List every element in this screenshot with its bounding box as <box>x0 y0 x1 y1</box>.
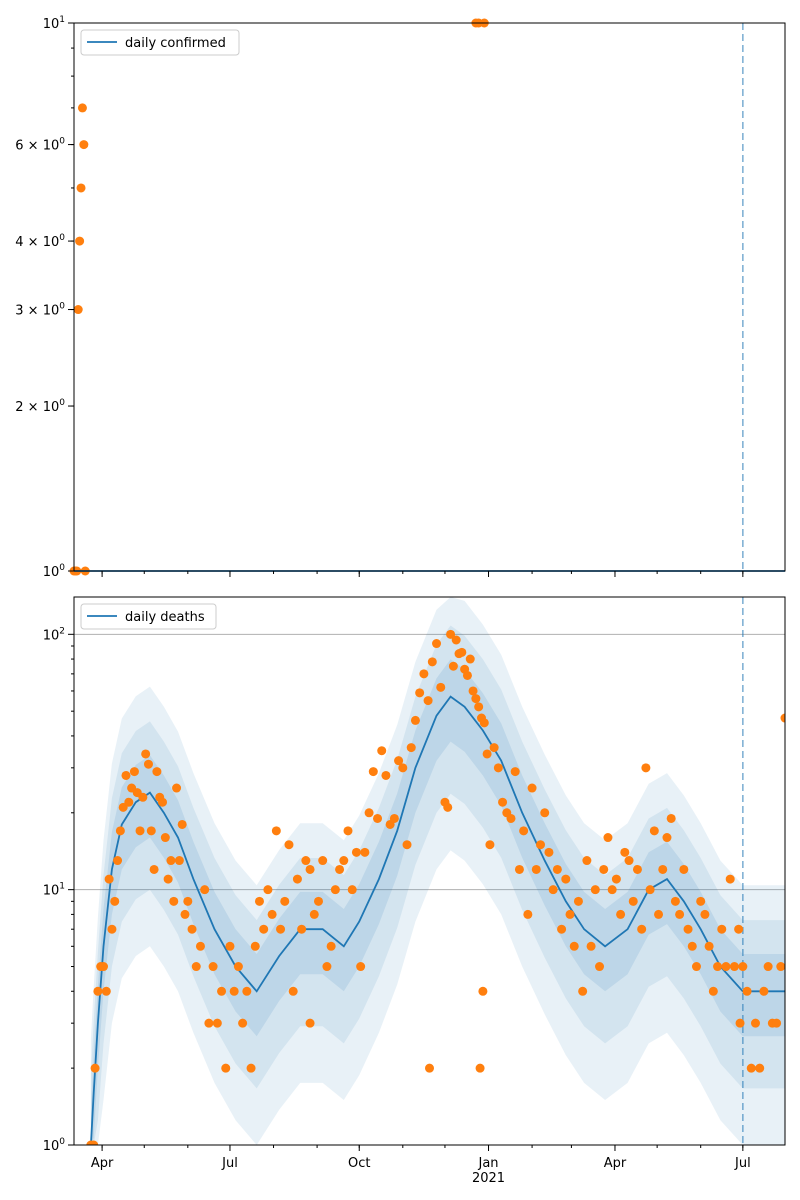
deaths-point <box>688 942 697 951</box>
deaths-point <box>721 962 730 971</box>
deaths-point <box>276 925 285 934</box>
deaths-point <box>365 808 374 817</box>
deaths-point <box>494 763 503 772</box>
deaths-point <box>200 885 209 894</box>
deaths-y-tick-label: $10^0$ <box>42 1137 65 1154</box>
deaths-point <box>751 1019 760 1028</box>
confirmed-plot-area <box>74 23 785 571</box>
deaths-point <box>480 718 489 727</box>
deaths-point <box>172 784 181 793</box>
deaths-point <box>99 962 108 971</box>
confirmed-legend-label: daily confirmed <box>125 36 226 51</box>
deaths-point <box>591 885 600 894</box>
deaths-point <box>476 1064 485 1073</box>
deaths-point <box>679 865 688 874</box>
confirmed-y-tick-label: $2 \times 10^0$ <box>15 398 65 416</box>
deaths-point <box>213 1019 222 1028</box>
deaths-point <box>124 798 133 807</box>
deaths-point <box>272 826 281 835</box>
deaths-point <box>730 962 739 971</box>
deaths-point <box>178 820 187 829</box>
confirmed-x-ticks <box>102 571 743 577</box>
deaths-point <box>105 875 114 884</box>
deaths-point <box>625 856 634 865</box>
deaths-point <box>428 657 437 666</box>
confirmed-y-tick-label: $4 \times 10^0$ <box>15 233 65 251</box>
deaths-point <box>411 716 420 725</box>
deaths-point <box>549 885 558 894</box>
deaths-point <box>629 897 638 906</box>
deaths-y-ticks <box>43 626 74 1154</box>
deaths-point <box>138 793 147 802</box>
deaths-point <box>192 962 201 971</box>
deaths-point <box>523 910 532 919</box>
deaths-point <box>616 910 625 919</box>
deaths-point <box>608 885 617 894</box>
deaths-point <box>415 688 424 697</box>
deaths-point <box>369 767 378 776</box>
confirmed-y-tick-label: $3 \times 10^0$ <box>15 301 65 319</box>
deaths-point <box>425 1064 434 1073</box>
deaths-point <box>297 925 306 934</box>
deaths-point <box>498 798 507 807</box>
deaths-point <box>637 925 646 934</box>
deaths-point <box>293 875 302 884</box>
deaths-point <box>561 875 570 884</box>
deaths-point <box>102 987 111 996</box>
deaths-point <box>452 636 461 645</box>
deaths-point <box>255 897 264 906</box>
deaths-point <box>764 962 773 971</box>
deaths-point <box>443 803 452 812</box>
deaths-point <box>352 848 361 857</box>
deaths-point <box>506 814 515 823</box>
deaths-point <box>196 942 205 951</box>
deaths-point <box>113 856 122 865</box>
deaths-y-tick-label: $10^1$ <box>42 881 65 899</box>
deaths-point <box>217 987 226 996</box>
deaths-legend <box>81 604 216 629</box>
deaths-point <box>692 962 701 971</box>
deaths-point <box>284 840 293 849</box>
deaths-point <box>540 808 549 817</box>
deaths-point <box>204 1019 213 1028</box>
deaths-point <box>141 749 150 758</box>
deaths-point <box>263 885 272 894</box>
deaths-point <box>566 910 575 919</box>
deaths-x-tick-sublabel: 2021 <box>471 1171 506 1186</box>
deaths-point <box>772 1019 781 1028</box>
deaths-point <box>144 760 153 769</box>
deaths-point <box>301 856 310 865</box>
deaths-point <box>107 925 116 934</box>
deaths-point <box>671 897 680 906</box>
deaths-point <box>403 840 412 849</box>
deaths-point <box>557 925 566 934</box>
deaths-x-tick-label: Apr <box>90 1156 114 1171</box>
deaths-point <box>587 942 596 951</box>
deaths-point <box>390 814 399 823</box>
deaths-point <box>130 767 139 776</box>
deaths-point <box>474 702 483 711</box>
deaths-point <box>490 743 499 752</box>
confirmed-point <box>75 237 84 246</box>
deaths-point <box>339 856 348 865</box>
confirmed-point <box>78 103 87 112</box>
deaths-point <box>327 942 336 951</box>
deaths-point <box>318 856 327 865</box>
deaths-point <box>175 856 184 865</box>
deaths-point <box>471 694 480 703</box>
deaths-point <box>335 865 344 874</box>
deaths-point <box>136 826 145 835</box>
deaths-point <box>306 1019 315 1028</box>
deaths-x-ticks <box>91 1145 751 1186</box>
deaths-point <box>726 875 735 884</box>
deaths-point <box>247 1064 256 1073</box>
deaths-point <box>705 942 714 951</box>
deaths-point <box>469 686 478 695</box>
deaths-point <box>183 897 192 906</box>
deaths-point <box>251 942 260 951</box>
deaths-point <box>553 865 562 874</box>
deaths-y-tick-label: $10^2$ <box>42 626 65 644</box>
deaths-point <box>743 987 752 996</box>
deaths-point <box>377 746 386 755</box>
deaths-point <box>578 987 587 996</box>
deaths-point <box>709 987 718 996</box>
deaths-point <box>344 826 353 835</box>
deaths-point <box>667 814 676 823</box>
deaths-point <box>511 767 520 776</box>
deaths-point <box>360 848 369 857</box>
deaths-point <box>230 987 239 996</box>
deaths-point <box>654 910 663 919</box>
deaths-point <box>759 987 768 996</box>
deaths-point <box>398 763 407 772</box>
deaths-point <box>603 833 612 842</box>
deaths-point <box>373 814 382 823</box>
deaths-point <box>432 639 441 648</box>
deaths-legend-label: daily deaths <box>125 610 205 625</box>
deaths-point <box>419 669 428 678</box>
deaths-point <box>152 767 161 776</box>
confirmed-y-tick-label: $6 \times 10^0$ <box>15 136 65 154</box>
deaths-x-tick-label: Oct <box>348 1156 371 1171</box>
deaths-point <box>775 0 784 5</box>
deaths-x-tick-label: Jan <box>478 1156 499 1171</box>
deaths-point <box>348 885 357 894</box>
deaths-point <box>209 962 218 971</box>
deaths-point <box>536 840 545 849</box>
deaths-x-tick-label: Jul <box>222 1156 238 1171</box>
confirmed-point <box>77 183 86 192</box>
deaths-point <box>532 865 541 874</box>
deaths-point <box>234 962 243 971</box>
deaths-point <box>110 897 119 906</box>
deaths-point <box>478 987 487 996</box>
deaths-point <box>407 743 416 752</box>
deaths-point <box>574 897 583 906</box>
deaths-point <box>738 962 747 971</box>
deaths-point <box>221 1064 230 1073</box>
deaths-point <box>91 1064 100 1073</box>
deaths-point <box>164 875 173 884</box>
confirmed-panel <box>15 15 785 580</box>
deaths-point <box>268 910 277 919</box>
deaths-point <box>700 910 709 919</box>
deaths-point <box>424 696 433 705</box>
deaths-x-tick-label: Apr <box>603 1156 627 1171</box>
deaths-point <box>436 683 445 692</box>
deaths-point <box>161 833 170 842</box>
deaths-point <box>528 784 537 793</box>
deaths-point <box>225 942 234 951</box>
deaths-point <box>570 942 579 951</box>
deaths-point <box>713 962 722 971</box>
deaths-point <box>314 897 323 906</box>
deaths-point <box>306 865 315 874</box>
deaths-point <box>259 925 268 934</box>
deaths-point <box>121 771 130 780</box>
deaths-point <box>483 749 492 758</box>
deaths-point <box>684 925 693 934</box>
deaths-point <box>188 925 197 934</box>
confirmed-y-tick-label: $10^1$ <box>42 15 65 32</box>
deaths-point <box>736 1019 745 1028</box>
deaths-point <box>147 826 156 835</box>
deaths-point <box>310 910 319 919</box>
deaths-point <box>289 987 298 996</box>
deaths-point <box>717 925 726 934</box>
deaths-point <box>646 885 655 894</box>
deaths-point <box>150 865 159 874</box>
deaths-point <box>650 826 659 835</box>
deaths-point <box>457 648 466 657</box>
deaths-point <box>449 662 458 671</box>
deaths-point <box>755 1064 764 1073</box>
confirmed-point <box>74 305 83 314</box>
deaths-point <box>734 925 743 934</box>
deaths-point <box>544 848 553 857</box>
deaths-point <box>582 856 591 865</box>
deaths-point <box>166 856 175 865</box>
deaths-point <box>641 763 650 772</box>
deaths-point <box>93 987 102 996</box>
deaths-point <box>519 826 528 835</box>
confirmed-legend <box>81 30 239 55</box>
deaths-point <box>463 671 472 680</box>
deaths-point <box>485 840 494 849</box>
deaths-point <box>747 1064 756 1073</box>
deaths-point <box>331 885 340 894</box>
deaths-point <box>599 865 608 874</box>
deaths-point <box>356 962 365 971</box>
deaths-point <box>169 897 178 906</box>
deaths-point <box>515 865 524 874</box>
deaths-point <box>181 910 190 919</box>
deaths-point <box>280 897 289 906</box>
confirmed-y-ticks <box>15 15 74 580</box>
deaths-point <box>322 962 331 971</box>
deaths-point <box>612 875 621 884</box>
confirmed-y-tick-label: $10^0$ <box>42 563 65 580</box>
deaths-point <box>696 897 705 906</box>
deaths-point <box>662 833 671 842</box>
deaths-point <box>466 655 475 664</box>
deaths-x-tick-label: Jul <box>735 1156 751 1171</box>
deaths-point <box>242 987 251 996</box>
deaths-point <box>633 865 642 874</box>
deaths-point <box>776 962 785 971</box>
deaths-point <box>658 865 667 874</box>
deaths-point <box>238 1019 247 1028</box>
deaths-point <box>381 771 390 780</box>
deaths-point <box>158 798 167 807</box>
deaths-point <box>595 962 604 971</box>
deaths-point <box>675 910 684 919</box>
deaths-point <box>620 848 629 857</box>
confirmed-point <box>79 140 88 149</box>
deaths-point <box>116 826 125 835</box>
